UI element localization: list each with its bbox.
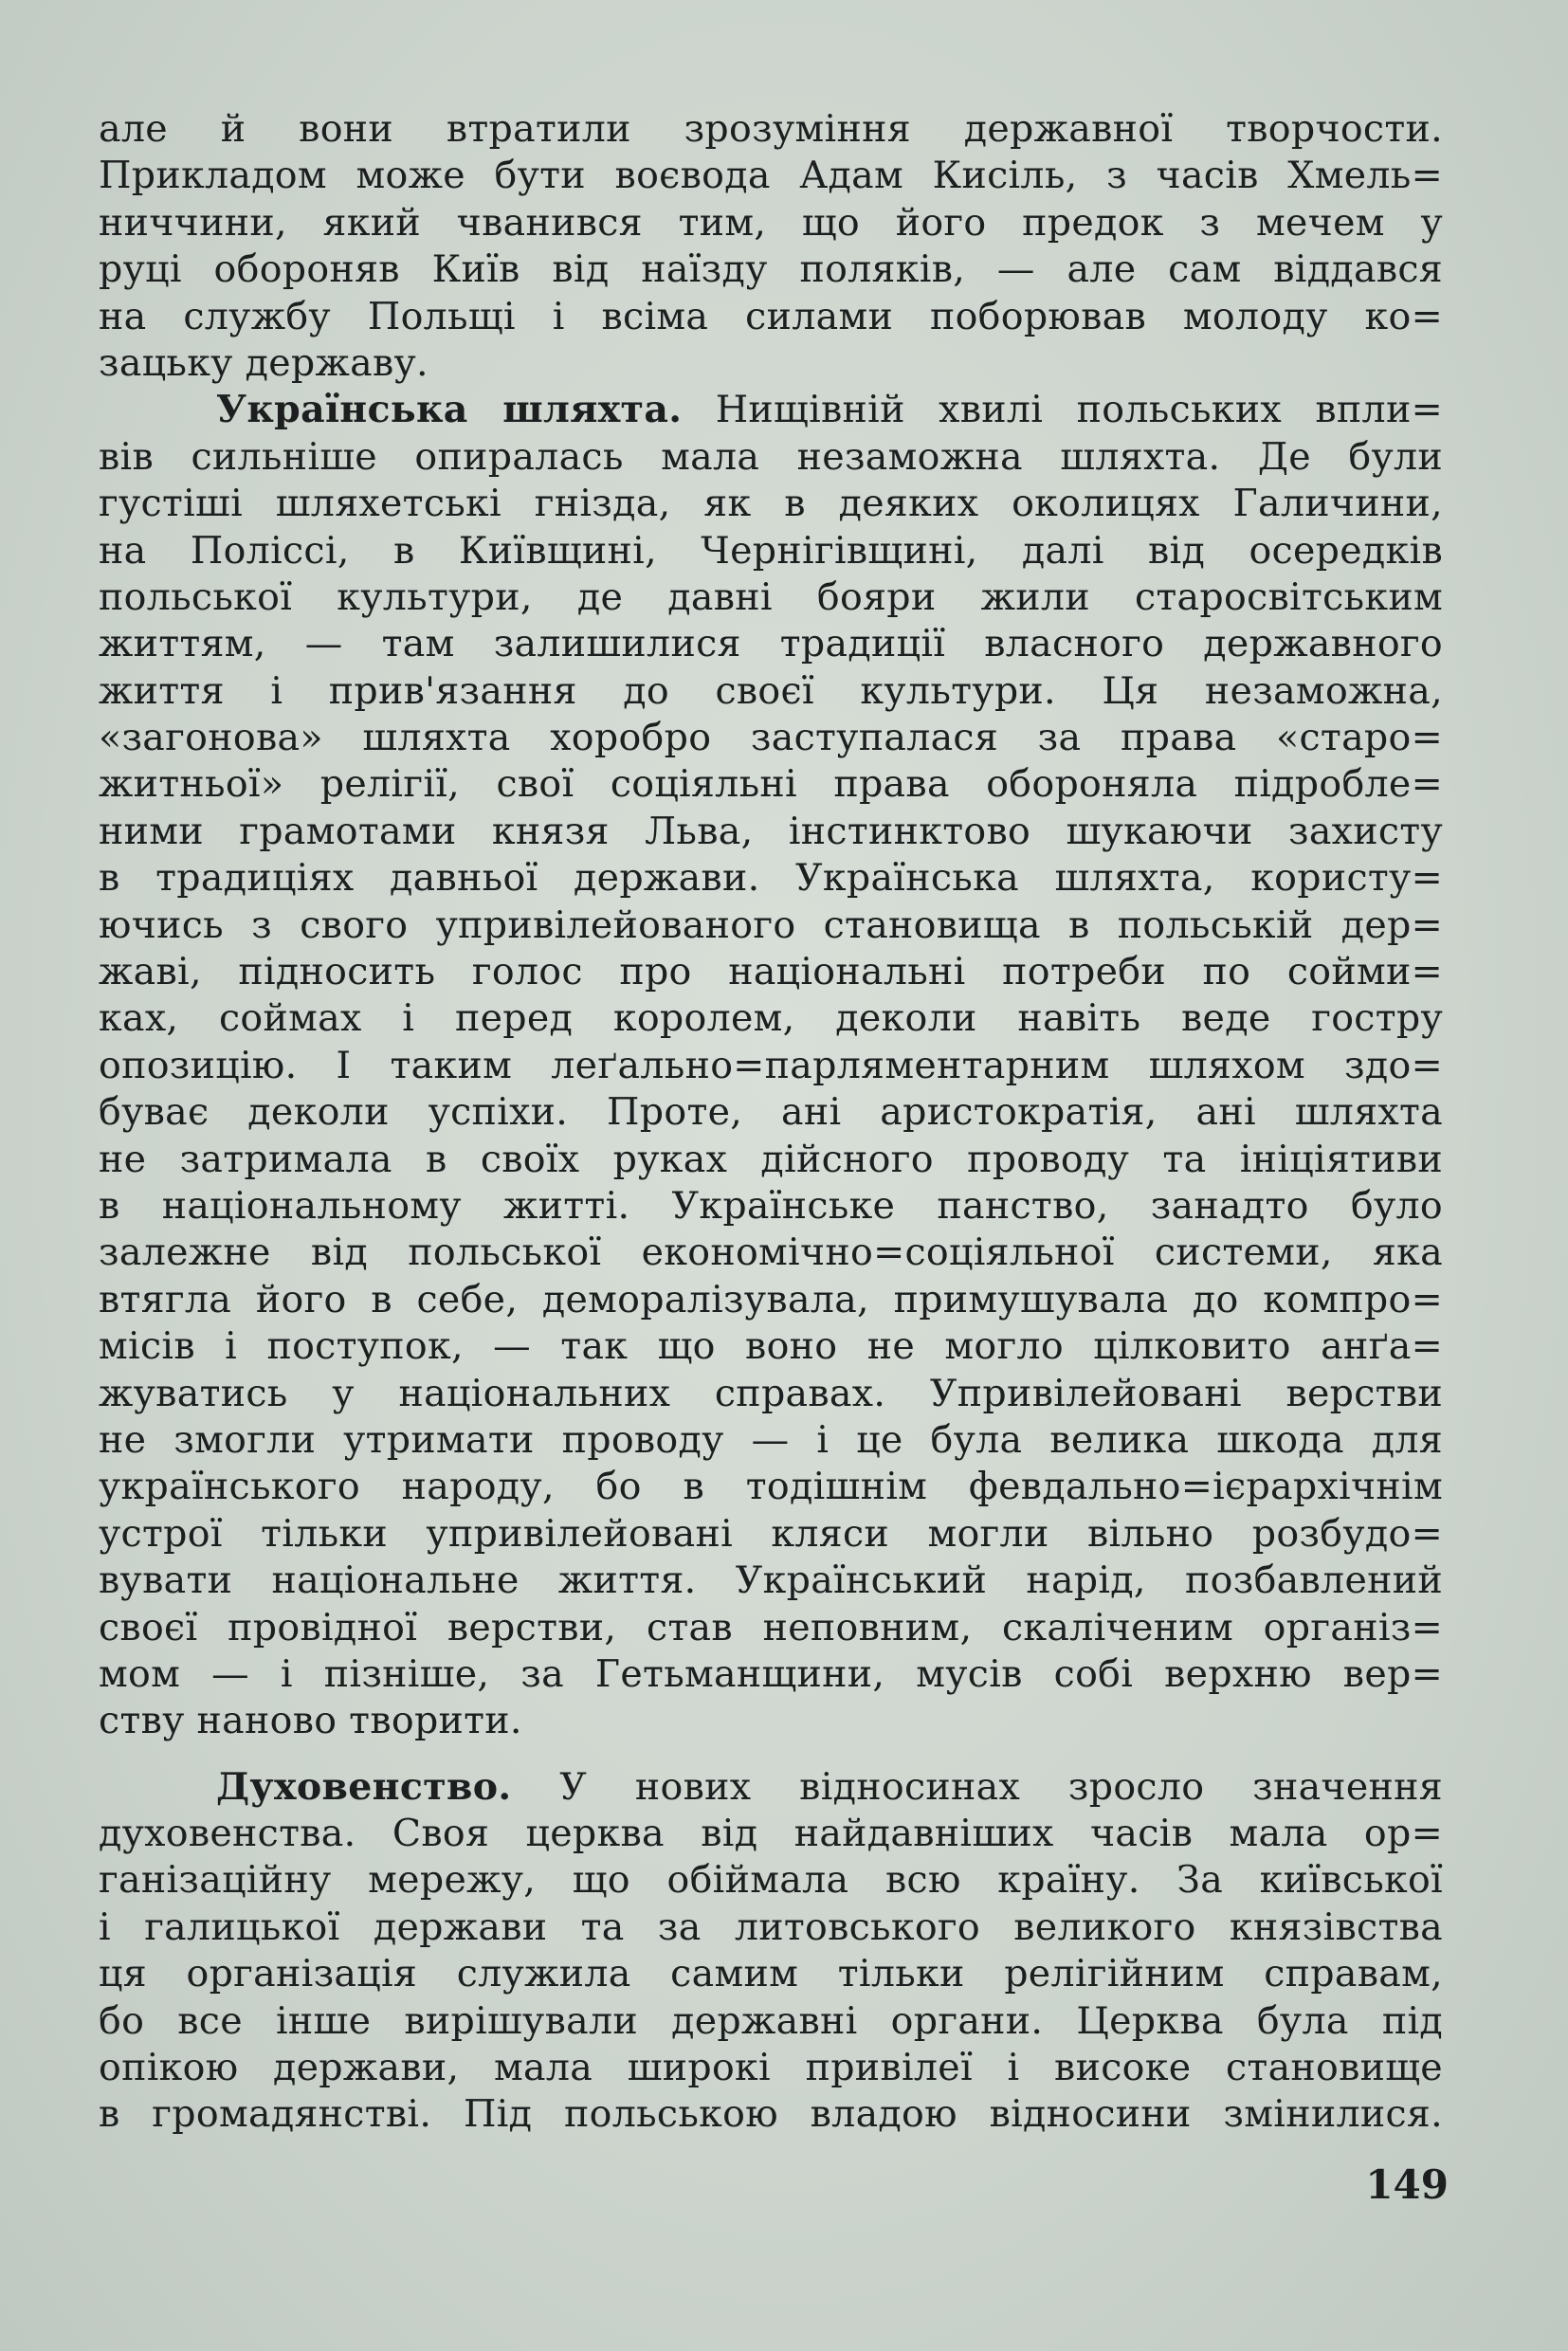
text-line: зацьку державу. — [99, 340, 428, 385]
text-line: ству наново творити. — [99, 1699, 522, 1743]
text-line: в традиціях давньої держави. Українська шляхта, користу= — [99, 856, 1443, 901]
text-line: опозицію. І таким леґально=парляментарним шляхом здо= — [99, 1043, 1443, 1087]
text-fragment: Нищівній хвилі польських впли= — [715, 388, 1443, 432]
text-line: житньої» релігії, свої соціяльні права обороняла підробле= — [99, 762, 1443, 807]
text-line: мом — і пізніше, за Гетьманщини, мусів собі верхню вер= — [99, 1651, 1443, 1696]
text-line: «загонова» шляхта хоробро заступалася за права «старо= — [99, 716, 1443, 760]
text-line: буває деколи успіхи. Проте, ані аристократія, ані шляхта — [99, 1090, 1443, 1135]
text-line: жуватись у національних справах. Упривілейовані верстви — [99, 1371, 1443, 1415]
text-line: Прикладом може бути воєвода Адам Кисіль, з часів Хмель= — [99, 154, 1443, 198]
text-line: не змогли утримати проводу — і це була велика шкода для — [99, 1417, 1443, 1462]
text-line: на службу Польщі і всіма силами поборював молоду ко= — [99, 294, 1443, 338]
text-line: вувати національне життя. Український нарід, позбавлений — [99, 1558, 1443, 1603]
text-line: втягла його в себе, деморалізувала, примушувала до компро= — [99, 1277, 1443, 1321]
text-line: в національному житті. Українське панство, занадто було — [99, 1183, 1443, 1228]
text-line: місів і поступок, — так що воно не могло цілковито анґа= — [99, 1324, 1443, 1369]
section-heading-ukrainian-gentry: Українська шляхта. — [216, 388, 683, 432]
text-line: вів сильніше опиралась мала незаможна шляхта. Де були — [99, 434, 1443, 479]
paragraph-gap — [99, 1745, 1443, 1764]
text-line: життям, — там залишилися традиції власного державного — [99, 622, 1443, 666]
text-line: густіші шляхетські гнізда, як в деяких околицях Галичини, — [99, 482, 1443, 526]
text-line: ках, соймах і перед королем, деколи навіть веде гостру — [99, 996, 1443, 1041]
text-line: ючись з свого упривілейованого становища в польській дер= — [99, 902, 1443, 947]
text-line: устрої тільки упривілейовані кляси могли вільно розбудо= — [99, 1511, 1443, 1556]
text-line: своєї провідної верстви, став неповним, скаліченим організ= — [99, 1605, 1443, 1649]
section-heading-clergy: Духовенство. — [216, 1764, 512, 1809]
text-line: ганізаційну мережу, що обіймала всю країну. За київської — [99, 1858, 1443, 1903]
paragraph-first-line — [99, 1764, 1443, 1811]
text-fragment: У нових відносинах зросло значення — [559, 1764, 1443, 1809]
text-line: на Поліссі, в Київщині, Чернігівщині, далі від осередків — [99, 528, 1443, 573]
page-number: 149 — [1365, 2161, 1449, 2208]
text-line: ця організація служила самим тільки релігійним справам, — [99, 1952, 1443, 1996]
text-line: українського народу, бо в тодішнім февдально=ієрархічнім — [99, 1465, 1443, 1509]
body-text — [99, 106, 1443, 2139]
text-line: бо все інше вирішували державні органи. Церква була під — [99, 1998, 1443, 2043]
text-line: але й вони втратили зрозуміння державної творчости. — [99, 107, 1443, 151]
text-line: руці обороняв Київ від наїзду поляків, — але сам віддався — [99, 247, 1443, 292]
text-line: не затримала в своїх руках дійсного проводу та ініціятиви — [99, 1137, 1443, 1181]
paragraph-first-line — [99, 387, 1443, 433]
text-line: в громадянстві. Під польською владою відносини змінилися. — [99, 2092, 1443, 2137]
text-line: і галицької держави та за литовського великого князівства — [99, 1904, 1443, 1949]
text-line: залежне від польської економічно=соціяльної системи, яка — [99, 1230, 1443, 1275]
text-line: духовенства. Своя церква від найдавніших часів мала ор= — [99, 1812, 1443, 1856]
text-line: ниччини, який чванився тим, що його предок з мечем у — [99, 200, 1443, 245]
text-line: ними грамотами князя Льва, інстинктово шукаючи захисту — [99, 809, 1443, 853]
text-line: польської культури, де давні бояри жили старосвітським — [99, 574, 1443, 619]
text-line: жаві, підносить голос про національні потреби по сойми= — [99, 950, 1443, 994]
text-line: життя і прив'язання до своєї культури. Ця незаможна, — [99, 668, 1443, 713]
text-line: опікою держави, мала широкі привілеї і високе становище — [99, 2046, 1443, 2090]
